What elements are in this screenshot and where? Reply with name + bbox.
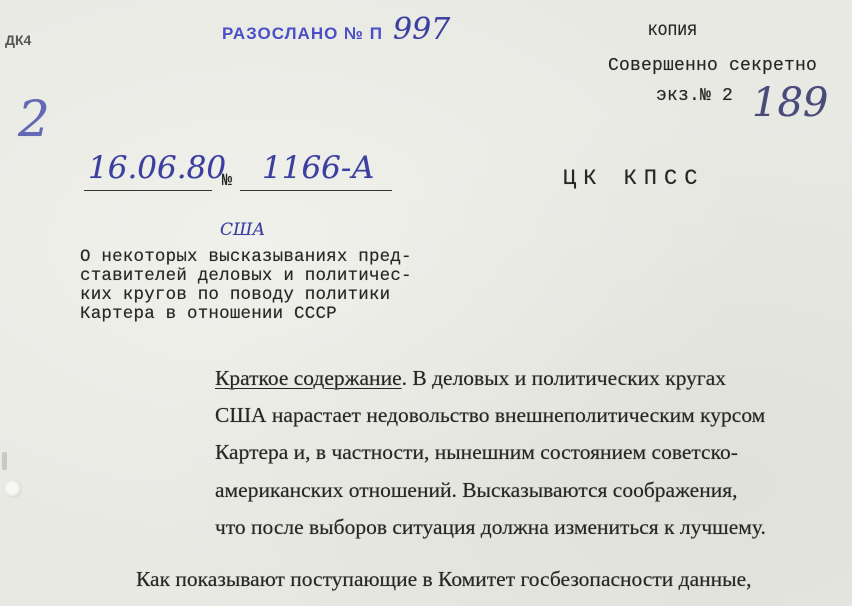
document-date: 16.06.80 bbox=[88, 150, 227, 186]
document-number: 1166-А bbox=[262, 150, 375, 186]
secrecy-label: Совершенно секретно bbox=[608, 56, 818, 76]
summary-label: Краткое содержание bbox=[215, 366, 402, 390]
binding-mark bbox=[2, 452, 7, 470]
distribution-number: 997 bbox=[393, 12, 451, 47]
body-line-2: США нарастает недовольство внешнеполитическим курсом bbox=[215, 403, 766, 427]
body-line-6: Как показывают поступающие в Комитет госбезопасности данные, bbox=[136, 567, 752, 591]
corner-mark: ДК4 bbox=[5, 32, 32, 48]
copy-label: КОПИЯ bbox=[648, 22, 698, 40]
subject-line: ких кругов по поводу политики bbox=[80, 285, 391, 305]
page-number: 2 bbox=[18, 90, 50, 148]
subject-line: Картера в отношении СССР bbox=[80, 304, 337, 324]
body-line-1 bbox=[215, 366, 726, 391]
subject-block bbox=[80, 248, 412, 324]
number-sign: № bbox=[222, 172, 233, 191]
body-line-1-text: . В деловых и политических кругах bbox=[401, 366, 727, 390]
addressee: ЦК КПСС bbox=[563, 166, 705, 191]
body-line-5: что после выборов ситуация должна измениться к лучшему. bbox=[215, 515, 766, 539]
handwritten-note: США bbox=[220, 220, 266, 240]
copy-number: экз.№ 2 bbox=[656, 86, 734, 106]
distribution-stamp: РАЗОСЛАНО № П bbox=[222, 24, 383, 43]
binding-hole bbox=[4, 480, 22, 498]
body-line-3: Картера и, в частности, нынешним состоянием советско- bbox=[215, 440, 738, 464]
subject-line: ставителей деловых и политичес- bbox=[80, 266, 412, 286]
number-underline bbox=[240, 190, 392, 191]
subject-line: О некоторых высказываниях пред- bbox=[80, 247, 412, 267]
date-underline bbox=[84, 190, 212, 191]
handwritten-number: 189 bbox=[752, 80, 829, 126]
body-line-4: американских отношений. Высказываются соображения, bbox=[215, 478, 738, 502]
